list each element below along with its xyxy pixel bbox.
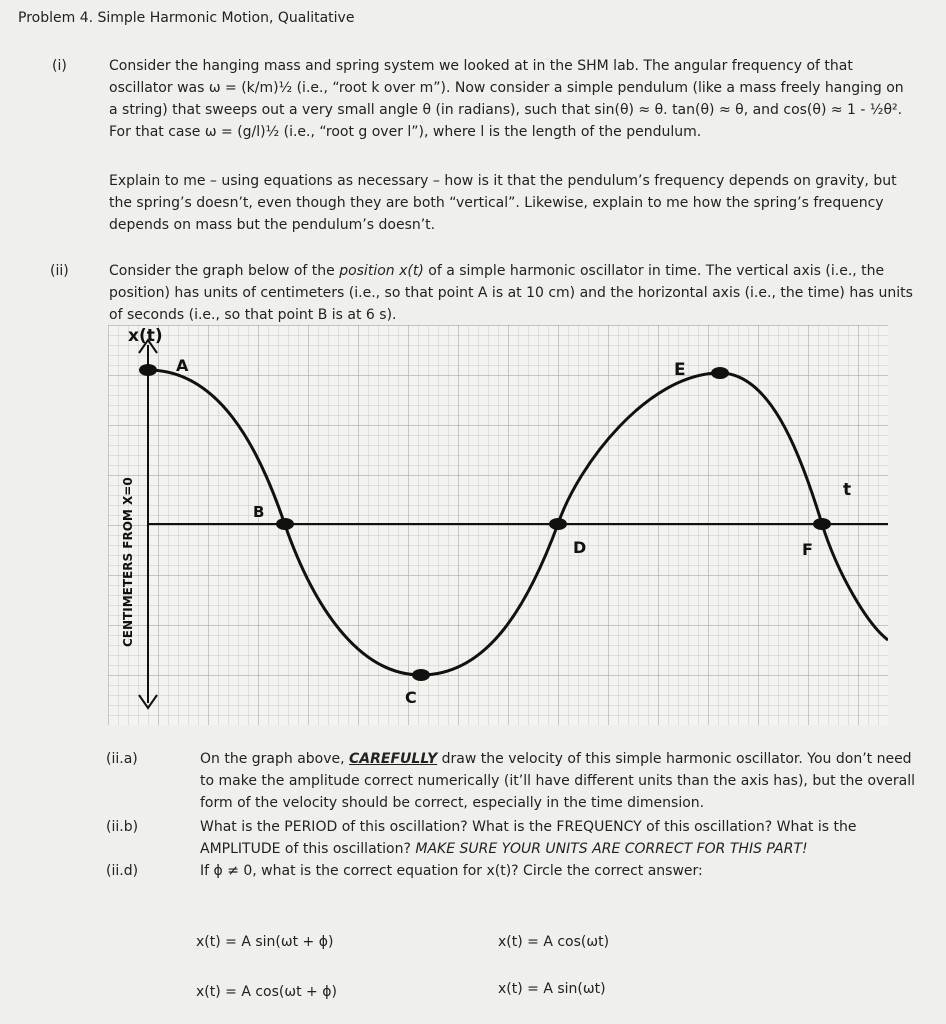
part-i-paragraph-1: Consider the hanging mass and spring system we looked at in the SHM lab. The angular frequency of that oscillator was ω = (k/m)½ (i.e., “root k over m”). Now consider a simple pendulum (like a mass freely hanging on a string) that sweeps out a very small angle θ (in radians), such that sin(θ) ≈ θ. tan(θ) ≈ θ, and cos(θ) ≈ 1 - ½θ². For that case ω = (g/l)½ (i.e., “root g over l”), where l is the length of the pendulum. [109, 58, 904, 140]
x-axis-label: t [843, 480, 852, 500]
ii-a-text [200, 748, 920, 814]
part-ii-label: (ii) [50, 263, 69, 279]
point-b-label: B [253, 503, 265, 521]
point-f-marker [813, 518, 831, 530]
point-f-label: F [802, 540, 813, 559]
ii-b-text-1: What is the PERIOD of this oscillation? What is the FREQUENCY of this oscillation? What is the AMPLITUDE of this oscillation? [200, 819, 857, 857]
y-axis-label: x(t) [128, 326, 163, 346]
answer-choice-4[interactable]: x(t) = A sin(ωt) [498, 981, 606, 997]
point-e-label: E [674, 360, 686, 380]
answer-choice-1[interactable]: x(t) = A sin(ωt + ϕ) [196, 934, 334, 950]
point-e-marker [711, 367, 729, 379]
part-ii-text-1: Consider the graph below of the [109, 263, 340, 279]
point-c-marker [412, 669, 430, 681]
part-ii-text-italic: position x(t) [339, 263, 424, 279]
problem-title: Problem 4. Simple Harmonic Motion, Qualitative [18, 10, 355, 26]
ii-d-label: (ii.d) [106, 863, 139, 879]
ii-a-text-2: draw the velocity of this simple harmonic oscillator. You don’t need to make the amplitude correct numerically (it’ll have different units than the axis has), but the overall form of the velocity should be correct, especially in the time dimension. [200, 751, 916, 811]
point-b-marker [276, 518, 294, 530]
ii-b-text [200, 816, 920, 860]
ii-b-label: (ii.b) [106, 819, 139, 835]
point-a-label: A [176, 356, 189, 375]
part-ii-paragraph [109, 260, 914, 326]
y-axis-description: CENTIMETERS FROM X=0 [121, 477, 135, 647]
position-graph[interactable] [108, 325, 888, 725]
ii-a-label: (ii.a) [106, 751, 138, 767]
answer-choice-2[interactable]: x(t) = A cos(ωt) [498, 934, 610, 950]
answer-choice-3[interactable]: x(t) = A cos(ωt + ϕ) [196, 984, 337, 1000]
part-ii-text-2: of a simple harmonic oscillator in time. The vertical axis (i.e., the position) has units of centimeters (i.e., so that point A is at 10 cm) and the horizontal axis (i.e., the time) has units of seconds (i.e., so that point B is at 6 s). [109, 263, 913, 323]
ii-a-text-1: On the graph above, [200, 751, 350, 767]
point-d-label: D [573, 538, 587, 557]
part-i-paragraph-2: Explain to me – using equations as necessary – how is it that the pendulum’s frequency depends on gravity, but the spring’s doesn’t, even though they are both “vertical”. Likewise, explain to me how the spring’s frequency depends on mass but the pendulum’s doesn’t. [109, 173, 897, 233]
point-d-marker [549, 518, 567, 530]
ii-b-units-note: MAKE SURE YOUR UNITS ARE CORRECT FOR THIS PART! [415, 841, 808, 857]
ii-d-text: If ϕ ≠ 0, what is the correct equation for x(t)? Circle the correct answer: [200, 863, 703, 879]
ii-a-emphasis: CAREFULLY [349, 751, 438, 767]
part-i-label: (i) [52, 58, 67, 74]
point-c-label: C [405, 688, 417, 707]
point-a-marker [139, 364, 157, 376]
